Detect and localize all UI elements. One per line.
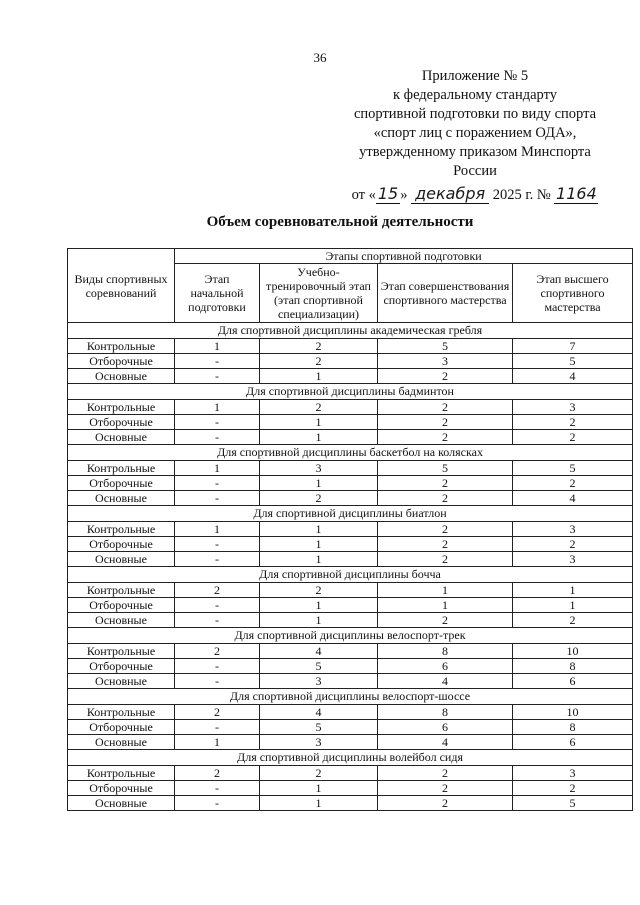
section-title: Для спортивной дисциплины волейбол сидя	[68, 750, 633, 766]
date-mid: »	[400, 187, 408, 203]
section-title: Для спортивной дисциплины велоспорт-трек	[68, 628, 633, 644]
value-cell: 1	[378, 598, 513, 613]
table-row	[68, 491, 633, 506]
value-cell: 4	[260, 705, 378, 720]
value-cell: -	[175, 720, 260, 735]
competition-volume-table	[67, 248, 633, 811]
section-row	[68, 567, 633, 583]
value-cell: 6	[513, 735, 633, 750]
value-cell: -	[175, 430, 260, 445]
value-cell: -	[175, 354, 260, 369]
competition-type-cell: Отборочные	[68, 720, 175, 735]
table-row	[68, 781, 633, 796]
annex-line: Приложение № 5	[421, 68, 529, 84]
value-cell: 2	[378, 613, 513, 628]
page-number: 36	[313, 50, 327, 65]
table-row	[68, 598, 633, 613]
section-title: Для спортивной дисциплины велоспорт-шоссе	[68, 689, 633, 705]
header-stage: Этап высшего спортивного мастерства	[513, 264, 633, 323]
value-cell: 2	[378, 476, 513, 491]
value-cell: -	[175, 552, 260, 567]
value-cell: 2	[378, 796, 513, 811]
value-cell: 2	[378, 781, 513, 796]
value-cell: 5	[378, 461, 513, 476]
competition-type-cell: Отборочные	[68, 537, 175, 552]
section-row	[68, 445, 633, 461]
value-cell: 4	[513, 369, 633, 384]
value-cell: 5	[513, 354, 633, 369]
value-cell: 8	[378, 644, 513, 659]
value-cell: 1	[260, 781, 378, 796]
annex-line: к федеральному стандарту	[393, 87, 557, 103]
value-cell: 5	[513, 796, 633, 811]
value-cell: -	[175, 415, 260, 430]
annex-line: России	[453, 163, 497, 179]
value-cell: 6	[378, 659, 513, 674]
table-row	[68, 461, 633, 476]
value-cell: 2	[260, 354, 378, 369]
table-row	[68, 522, 633, 537]
value-cell: 3	[260, 674, 378, 689]
table-row	[68, 674, 633, 689]
value-cell: -	[175, 476, 260, 491]
value-cell: 1	[260, 537, 378, 552]
competition-type-cell: Отборочные	[68, 659, 175, 674]
value-cell: 2	[378, 369, 513, 384]
value-cell: 1	[513, 583, 633, 598]
table-row	[68, 354, 633, 369]
annex-line: «спорт лиц с поражением ОДА»,	[373, 125, 577, 141]
competition-type-cell: Контрольные	[68, 522, 175, 537]
competition-type-cell: Контрольные	[68, 400, 175, 415]
value-cell: -	[175, 781, 260, 796]
table-row	[68, 415, 633, 430]
value-cell: 5	[260, 659, 378, 674]
section-title: Для спортивной дисциплины бадминтон	[68, 384, 633, 400]
competition-type-cell: Отборочные	[68, 598, 175, 613]
value-cell: 2	[513, 415, 633, 430]
annex-line: спортивной подготовки по виду спорта	[353, 106, 597, 122]
table-row	[68, 476, 633, 491]
date-prefix: от «	[351, 187, 376, 203]
value-cell: 2	[175, 705, 260, 720]
table-row	[68, 644, 633, 659]
header-stage: Этап начальной подготовки	[175, 264, 260, 323]
value-cell: -	[175, 369, 260, 384]
value-cell: 2	[175, 583, 260, 598]
table-body	[68, 323, 633, 811]
value-cell: 2	[378, 415, 513, 430]
value-cell: 5	[260, 720, 378, 735]
value-cell: -	[175, 537, 260, 552]
value-cell: 2	[260, 491, 378, 506]
date-day-handwritten: 15	[377, 184, 399, 203]
value-cell: 1	[175, 400, 260, 415]
value-cell: 2	[378, 430, 513, 445]
value-cell: 4	[513, 491, 633, 506]
value-cell: 1	[260, 430, 378, 445]
table-row	[68, 613, 633, 628]
value-cell: 2	[378, 552, 513, 567]
competition-type-cell: Контрольные	[68, 461, 175, 476]
value-cell: 2	[378, 766, 513, 781]
table-row	[68, 369, 633, 384]
value-cell: 1	[260, 522, 378, 537]
competition-type-cell: Контрольные	[68, 644, 175, 659]
competition-type-cell: Отборочные	[68, 354, 175, 369]
value-cell: 3	[260, 461, 378, 476]
competition-type-cell: Основные	[68, 491, 175, 506]
value-cell: 1	[260, 552, 378, 567]
value-cell: 1	[260, 796, 378, 811]
competition-type-cell: Основные	[68, 796, 175, 811]
competition-type-cell: Отборочные	[68, 476, 175, 491]
value-cell: 1	[260, 369, 378, 384]
value-cell: 6	[513, 674, 633, 689]
value-cell: 2	[260, 339, 378, 354]
value-cell: 10	[513, 705, 633, 720]
value-cell: -	[175, 598, 260, 613]
value-cell: 1	[175, 735, 260, 750]
value-cell: 5	[378, 339, 513, 354]
value-cell: 3	[513, 552, 633, 567]
section-row	[68, 323, 633, 339]
value-cell: 2	[260, 766, 378, 781]
value-cell: 2	[175, 644, 260, 659]
header-stage: Учебно-тренировочный этап (этап спортивной специализации)	[260, 264, 378, 323]
table-row	[68, 659, 633, 674]
value-cell: 8	[378, 705, 513, 720]
value-cell: 1	[260, 476, 378, 491]
competition-type-cell: Отборочные	[68, 415, 175, 430]
value-cell: 1	[175, 339, 260, 354]
annex-line: утвержденному приказом Минспорта	[359, 144, 591, 160]
value-cell: 7	[513, 339, 633, 354]
competition-type-cell: Контрольные	[68, 583, 175, 598]
table-row	[68, 537, 633, 552]
value-cell: 4	[378, 735, 513, 750]
table-row	[68, 430, 633, 445]
value-cell: 2	[378, 491, 513, 506]
table-row	[68, 766, 633, 781]
value-cell: 8	[513, 720, 633, 735]
competition-type-cell: Основные	[68, 613, 175, 628]
table-row	[68, 400, 633, 415]
value-cell: 5	[513, 461, 633, 476]
value-cell: 2	[260, 400, 378, 415]
section-row	[68, 384, 633, 400]
value-cell: 1	[260, 613, 378, 628]
order-date-line	[330, 184, 620, 205]
competition-type-cell: Контрольные	[68, 339, 175, 354]
section-row	[68, 628, 633, 644]
value-cell: 1	[513, 598, 633, 613]
header-training-stages: Этапы спортивной подготовки	[175, 249, 633, 264]
order-number-handwritten: 1164	[556, 184, 597, 203]
value-cell: 3	[513, 400, 633, 415]
value-cell: 2	[378, 522, 513, 537]
section-title: Для спортивной дисциплины бочча	[68, 567, 633, 583]
value-cell: 2	[513, 613, 633, 628]
competition-type-cell: Контрольные	[68, 766, 175, 781]
value-cell: 2	[513, 781, 633, 796]
value-cell: 3	[513, 522, 633, 537]
table-row	[68, 705, 633, 720]
value-cell: 2	[378, 537, 513, 552]
value-cell: 4	[378, 674, 513, 689]
value-cell: -	[175, 674, 260, 689]
table-row	[68, 339, 633, 354]
value-cell: 2	[378, 400, 513, 415]
section-row	[68, 506, 633, 522]
competition-type-cell: Контрольные	[68, 705, 175, 720]
value-cell: 2	[513, 430, 633, 445]
section-title: Для спортивной дисциплины академическая гребля	[68, 323, 633, 339]
date-year: 2025 г. №	[492, 187, 551, 203]
value-cell: 1	[175, 461, 260, 476]
value-cell: 3	[260, 735, 378, 750]
value-cell: 2	[513, 476, 633, 491]
value-cell: 1	[378, 583, 513, 598]
section-row	[68, 689, 633, 705]
value-cell: -	[175, 491, 260, 506]
competition-type-cell: Отборочные	[68, 781, 175, 796]
value-cell: 8	[513, 659, 633, 674]
value-cell: 1	[260, 598, 378, 613]
value-cell: 3	[378, 354, 513, 369]
annex-block	[330, 67, 620, 205]
table-row	[68, 720, 633, 735]
competition-type-cell: Основные	[68, 735, 175, 750]
value-cell: 3	[513, 766, 633, 781]
section-row	[68, 750, 633, 766]
header-competition-types: Виды спортивных соревнований	[68, 249, 175, 323]
value-cell: 2	[260, 583, 378, 598]
competition-type-cell: Основные	[68, 369, 175, 384]
value-cell: 10	[513, 644, 633, 659]
date-month-handwritten: декабря	[411, 184, 489, 204]
competition-type-cell: Основные	[68, 552, 175, 567]
table-row	[68, 583, 633, 598]
value-cell: 2	[513, 537, 633, 552]
header-stage: Этап совершенствования спортивного мастерства	[378, 264, 513, 323]
value-cell: -	[175, 613, 260, 628]
table-row	[68, 796, 633, 811]
value-cell: 1	[175, 522, 260, 537]
value-cell: 1	[260, 415, 378, 430]
value-cell: 2	[175, 766, 260, 781]
competition-type-cell: Основные	[68, 430, 175, 445]
value-cell: -	[175, 659, 260, 674]
value-cell: -	[175, 796, 260, 811]
value-cell: 6	[378, 720, 513, 735]
document-title: Объем соревновательной деятельности	[206, 214, 474, 230]
table-row	[68, 552, 633, 567]
competition-type-cell: Основные	[68, 674, 175, 689]
table-row	[68, 735, 633, 750]
section-title: Для спортивной дисциплины баскетбол на колясках	[68, 445, 633, 461]
section-title: Для спортивной дисциплины биатлон	[68, 506, 633, 522]
value-cell: 4	[260, 644, 378, 659]
